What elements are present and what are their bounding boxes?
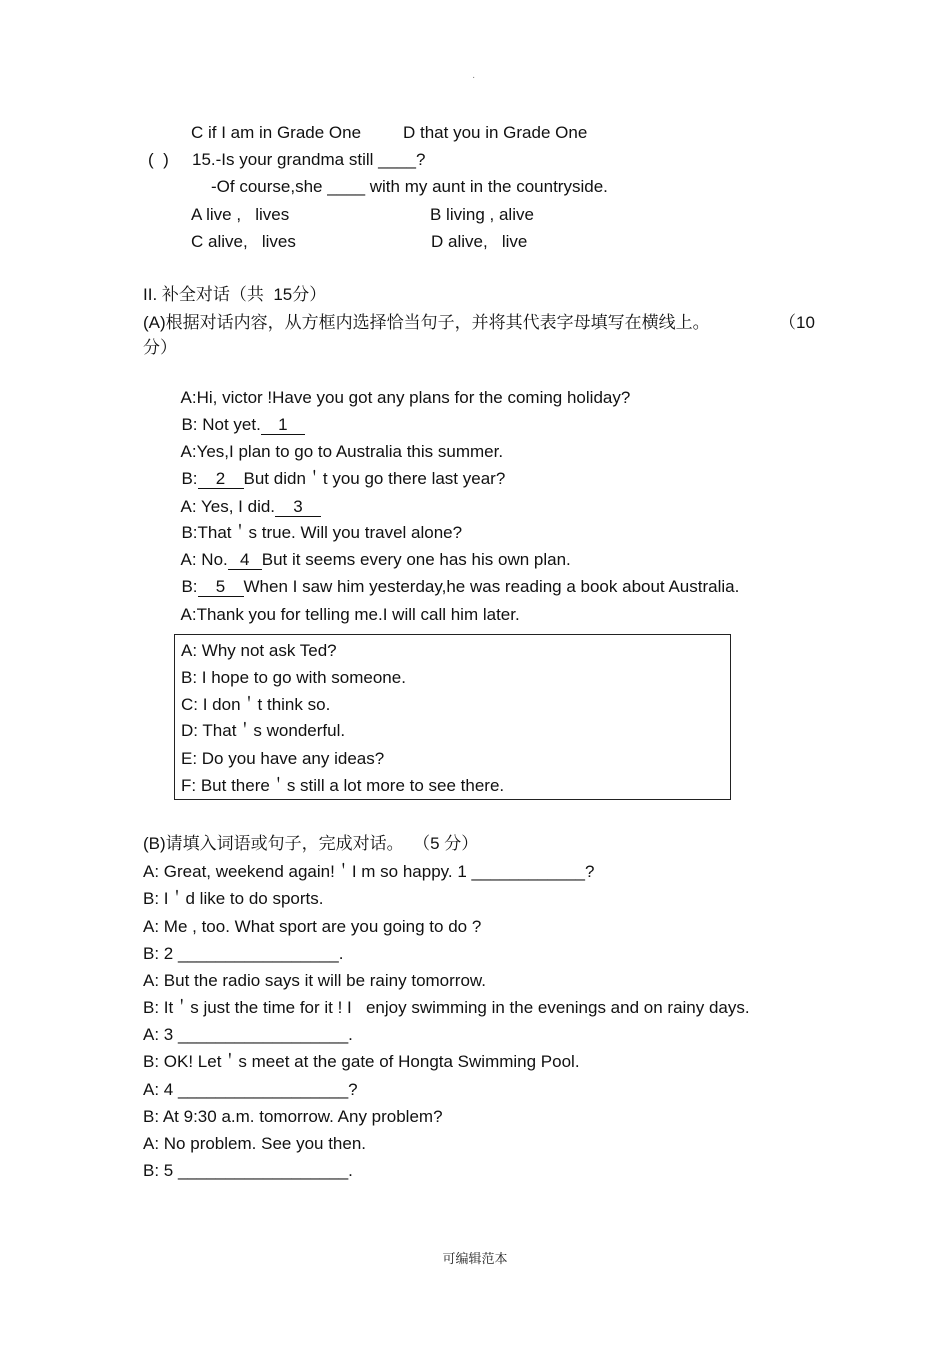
dialog-a-line: A:Yes,I plan to go to Australia this summer.	[180, 442, 504, 461]
answer-blank-1[interactable]: 1	[261, 416, 305, 435]
answer-blank-4[interactable]: 4	[228, 551, 262, 570]
answer-blank-5[interactable]: 5	[198, 578, 244, 597]
dialog-b-line: A: But the radio says it will be rainy tomorrow.	[143, 971, 486, 990]
dialog-b-line: B: OK! Let＇s meet at the gate of Hongta Swimming Pool.	[143, 1052, 580, 1071]
dialog-a-line: B: 5 When I saw him yesterday,he was reading a book about Australia.	[181, 577, 740, 596]
part-a-score: （10	[779, 313, 815, 332]
dialog-a-line: A:Thank you for telling me.I will call him later.	[180, 605, 520, 624]
part-a-score-unit: 分）	[143, 338, 177, 357]
option-e: E: Do you have any ideas?	[181, 749, 385, 768]
q15-option-c: C alive, lives	[191, 232, 296, 251]
dialog-b-line: B: At 9:30 a.m. tomorrow. Any problem?	[143, 1107, 443, 1126]
dialog-a-line: B: 2 But didn＇t you go there last year?	[181, 469, 506, 488]
dialog-a-line: B:That＇s true. Will you travel alone?	[181, 523, 463, 542]
dialog-a-line: A:Hi, victor !Have you got any plans for the coming holiday?	[180, 388, 631, 407]
dialog-b-line: A: Great, weekend again!＇I m so happy. 1 ____________?	[143, 862, 595, 881]
dialog-a-line: B: Not yet. 1	[172, 395, 305, 435]
dialog-b-line: B: It＇s just the time for it ! I enjoy swimming in the evenings and on rainy days.	[143, 998, 750, 1017]
dialog-b-line: B: 2 _________________.	[143, 944, 344, 963]
dialog-b-line: A: Me , too. What sport are you going to do ?	[143, 917, 482, 936]
dialog-b-line: B: I＇d like to do sports.	[143, 889, 324, 908]
dialog-b-line: A: No problem. See you then.	[143, 1134, 367, 1153]
answer-blank-3[interactable]: 3	[275, 498, 321, 517]
dialog-a-line: A: Yes, I did. 3	[172, 477, 321, 517]
part-a-instruction: (A)根据对话内容，从方框内选择恰当句子，并将其代表字母填写在横线上。	[143, 313, 710, 332]
header-mark: ·	[472, 72, 476, 83]
option-b: B: I hope to go with someone.	[181, 668, 406, 687]
section-title: II. 补全对话（共 15分）	[143, 285, 327, 304]
option-a: A: Why not ask Ted?	[181, 641, 337, 660]
q15-question: 15.-Is your grandma still ____?	[192, 150, 426, 169]
dialog-a-line: A: No. 4 But it seems every one has his own plan.	[180, 550, 571, 569]
option-c: C: I don＇t think so.	[181, 695, 331, 714]
part-b-instruction: (B)请填入词语或句子，完成对话。 （5 分）	[143, 834, 479, 853]
q14-option-d: D that you in Grade One	[403, 123, 588, 142]
q15-option-a: A live , lives	[191, 205, 290, 224]
dialog-b-line: A: 3 __________________.	[143, 1025, 353, 1044]
dialog-b-line: A: 4 __________________?	[143, 1080, 358, 1099]
option-d: D: That＇s wonderful.	[181, 721, 346, 740]
dialog-b-line: B: 5 __________________.	[143, 1161, 353, 1180]
option-f: F: But there＇s still a lot more to see there.	[181, 776, 505, 795]
q15-answer-bracket[interactable]: ( )	[148, 150, 169, 169]
q15-option-b: B living , alive	[430, 205, 534, 224]
q15-option-d: D alive, live	[431, 232, 528, 251]
answer-blank-2[interactable]: 2	[198, 470, 244, 489]
q15-answer-line: -Of course,she ____ with my aunt in the countryside.	[211, 177, 608, 196]
page-footer: 可编辑范本	[442, 1251, 508, 1266]
q14-option-c: C if I am in Grade One	[191, 123, 362, 142]
